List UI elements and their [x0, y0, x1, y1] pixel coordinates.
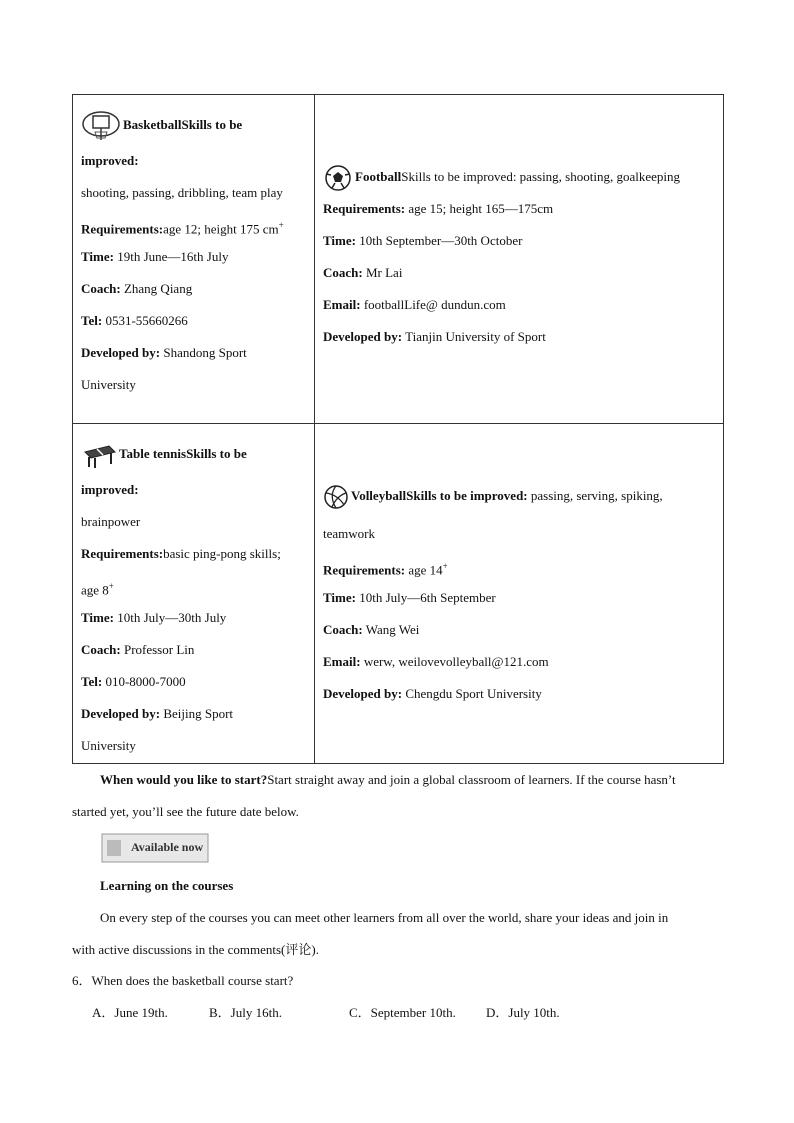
time: [323, 582, 715, 614]
learning-section: [72, 870, 722, 966]
tabletennis-cell: [73, 424, 315, 764]
skills-label-b: improved:: [81, 482, 139, 497]
email-label: Email:: [323, 297, 361, 312]
time-value: 10th September—30th October: [359, 233, 523, 248]
req-value: age 15; height 165—175cm: [408, 201, 554, 216]
skills-label: Skills to be improved:: [406, 488, 528, 503]
skills-value: Skills to be improved: passing, shooting, goalkeeping: [401, 169, 680, 184]
time-label: Time:: [323, 590, 356, 605]
coach-value: Zhang Qiang: [123, 281, 193, 296]
tel: [81, 666, 306, 698]
volleyball-cell: [315, 424, 724, 764]
option-a[interactable]: A．June 19th.: [92, 1005, 168, 1020]
skills-label-cont: [81, 145, 306, 177]
time: [81, 241, 306, 273]
question-stem: 6．When does the basketball course start?: [72, 973, 294, 988]
tel-value: 0531-55660266: [105, 313, 188, 328]
football-cell: [315, 95, 724, 424]
time-value: 10th July—30th July: [117, 610, 227, 625]
course-name: Table tennis: [119, 446, 187, 461]
basketball-cell: [73, 95, 315, 424]
basketball-title: [81, 95, 306, 145]
developer: [323, 321, 715, 353]
course-name: Basketball: [123, 117, 182, 132]
coach-label: Coach:: [81, 642, 121, 657]
course-name: Football: [355, 169, 402, 184]
tel-value: 010-8000-7000: [105, 674, 186, 689]
time: [81, 602, 306, 634]
coach-value: Mr Lai: [365, 265, 403, 280]
dev-value: Beijing Sport: [163, 706, 234, 721]
dev-label: Developed by:: [323, 329, 403, 344]
football-icon: [323, 164, 353, 192]
tel-label: Tel:: [81, 313, 103, 328]
req-value-b: age 8: [81, 582, 109, 598]
spacer: [323, 95, 715, 161]
course-name: Volleyball: [351, 488, 407, 503]
email-value: footballLife@ dundun.com: [363, 297, 506, 312]
start-text: Start straight away and join a global classroom of learners. If the course hasn’t: [267, 772, 676, 787]
skills-value: brainpower: [81, 514, 141, 529]
requirements: [81, 209, 306, 241]
option-c[interactable]: C．September 10th.: [349, 1005, 456, 1020]
coach-label: Coach:: [323, 265, 363, 280]
coach: [81, 273, 306, 305]
time-label: Time:: [81, 610, 114, 625]
ping-pong-table-icon: [81, 440, 117, 470]
req-label: Requirements:: [323, 562, 406, 578]
option-b[interactable]: B．July 16th.: [209, 1005, 282, 1020]
email: [323, 289, 715, 321]
skills-value: passing, serving, spiking,: [530, 488, 663, 503]
developer: [323, 678, 715, 710]
learning-heading-row: [72, 870, 722, 902]
start-line-1: [72, 764, 722, 796]
req-sup: +: [278, 220, 284, 230]
developer: [81, 698, 306, 730]
volleyball-title: [323, 480, 715, 512]
email: [323, 646, 715, 678]
req-value: age 14: [408, 562, 443, 578]
dev-label: Developed by:: [81, 706, 161, 721]
spacer: [323, 424, 715, 480]
coach-label: Coach:: [323, 622, 363, 637]
learning-text: On every step of the courses you can meet other learners from all over the world, share your ideas and join in: [100, 910, 669, 925]
football-title: [323, 161, 715, 193]
courses-table: [72, 94, 724, 764]
developer-cont: University: [81, 377, 136, 392]
time-label: Time:: [81, 249, 114, 264]
email-label: Email:: [323, 654, 361, 669]
learning-text-cont: with active discussions in the comments(评论).: [72, 942, 319, 957]
tabletennis-title: [81, 424, 306, 474]
skills-label: Skills to be: [186, 446, 247, 461]
badge-label: Available now: [131, 840, 204, 854]
req-sup: +: [442, 561, 448, 571]
coach-value: Wang Wei: [365, 622, 420, 637]
requirements: [81, 538, 306, 570]
learning-heading: Learning on the courses: [100, 878, 234, 893]
developer-cont: University: [81, 738, 136, 753]
skills-label-b: improved:: [81, 153, 139, 168]
skills-label-cont: [81, 474, 306, 506]
skills-label: Skills to be: [181, 117, 243, 132]
skills-value-cont: teamwork: [323, 526, 375, 541]
coach-value: Professor Lin: [123, 642, 195, 657]
volleyball-icon: [323, 484, 349, 510]
start-text-cont: started yet, you’ll see the future date below.: [72, 804, 299, 819]
dev-label: Developed by:: [81, 345, 161, 360]
answer-options: [0, 997, 794, 1029]
start-question: When would you like to start?: [100, 772, 268, 787]
coach: [323, 614, 715, 646]
email-value: werw, weilovevolleyball@121.com: [363, 654, 549, 669]
developer: [81, 337, 306, 369]
start-paragraph: [72, 764, 722, 828]
tel: [81, 305, 306, 337]
basketball-hoop-icon: [81, 110, 121, 142]
skills-value: shooting, passing, dribbling, team play: [81, 185, 283, 200]
requirements-cont: [81, 570, 306, 602]
dev-value: Tianjin University of Sport: [405, 329, 546, 344]
dev-label: Developed by:: [323, 686, 403, 701]
available-now-badge[interactable]: [101, 832, 209, 864]
req-label: Requirements:: [81, 546, 164, 561]
requirements: [323, 550, 715, 582]
question-6: [72, 965, 722, 997]
coach-label: Coach:: [81, 281, 121, 296]
coach: [81, 634, 306, 666]
dev-value: Shandong Sport: [163, 345, 247, 360]
req-value: basic ping-pong skills;: [163, 546, 281, 561]
req-sup: +: [108, 581, 114, 591]
req-label: Requirements:: [81, 221, 164, 237]
time-value: 19th June—16th July: [117, 249, 229, 264]
option-d[interactable]: D．July 10th.: [486, 1005, 560, 1020]
tel-label: Tel:: [81, 674, 103, 689]
time: [323, 225, 715, 257]
coach: [323, 257, 715, 289]
requirements: [323, 193, 715, 225]
time-value: 10th July—6th September: [359, 590, 496, 605]
req-value: age 12; height 175 cm: [163, 221, 279, 237]
time-label: Time:: [323, 233, 356, 248]
dev-value: Chengdu Sport University: [405, 686, 542, 701]
req-label: Requirements:: [323, 201, 406, 216]
